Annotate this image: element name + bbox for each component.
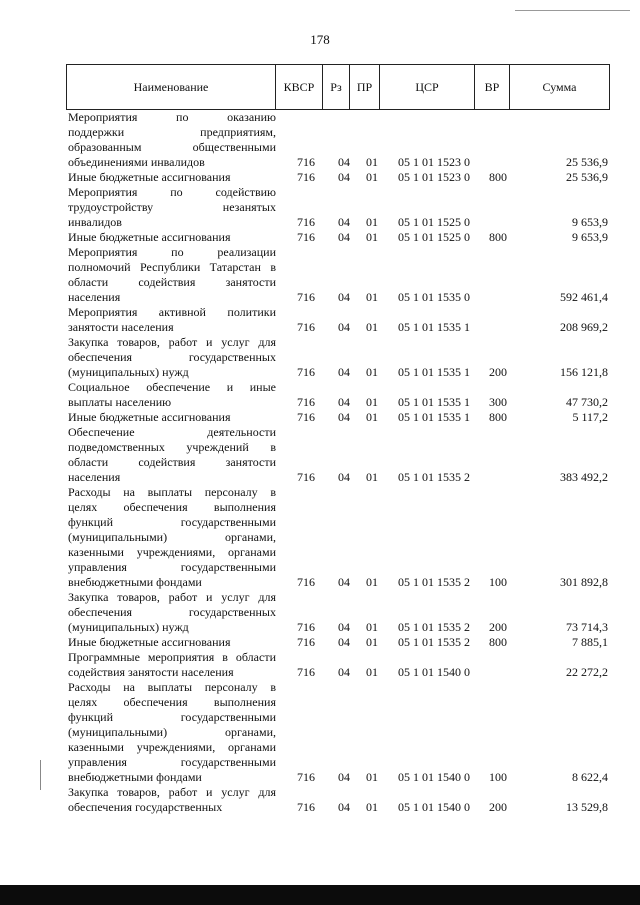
row-pr: 01 [366,365,378,379]
row-csr: 05 1 01 1535 2 [398,620,470,634]
row-name-line: казенными учреждениями, органами [68,545,276,559]
row-sum: 8 622,4 [572,770,608,784]
row-name-line: (муниципальными) органами, [68,725,276,739]
row-name-line: населения [68,470,121,484]
row-sum: 73 714,3 [566,620,608,634]
row-csr: 05 1 01 1535 1 [398,410,470,424]
row-csr: 05 1 01 1535 2 [398,470,470,484]
row-kvsr: 716 [297,665,315,679]
row-rz: 04 [338,230,350,244]
row-rz: 04 [338,395,350,409]
row-name-line: Мероприятия по реализации [68,245,276,259]
table-row [68,230,608,245]
table-row [68,485,608,590]
row-name [68,380,276,410]
row-sum: 208 969,2 [560,320,608,334]
row-name-line: функций государственными [68,710,276,724]
table-row [68,785,608,815]
row-kvsr: 716 [297,215,315,229]
row-pr: 01 [366,290,378,304]
row-pr: 01 [366,395,378,409]
row-csr: 05 1 01 1540 0 [398,770,470,784]
row-sum: 22 272,2 [566,665,608,679]
row-csr: 05 1 01 1523 0 [398,155,470,169]
row-rz: 04 [338,155,350,169]
row-name-line: Иные бюджетные ассигнования [68,635,231,649]
row-rz: 04 [338,665,350,679]
row-vr: 200 [489,620,507,634]
row-name [68,590,276,635]
row-kvsr: 716 [297,800,315,814]
row-sum: 7 885,1 [572,635,608,649]
row-vr: 100 [489,770,507,784]
table-row [68,425,608,485]
row-name-line: Мероприятия по оказанию [68,110,276,124]
row-rz: 04 [338,470,350,484]
row-pr: 01 [366,215,378,229]
row-csr: 05 1 01 1523 0 [398,170,470,184]
row-kvsr: 716 [297,410,315,424]
row-name-line: области содействия занятости [68,275,276,289]
row-kvsr: 716 [297,320,315,334]
scan-edge-bar [0,885,640,905]
row-name-line: Расходы на выплаты персоналу в [68,680,276,694]
row-name-line: казенными учреждениями, органами [68,740,276,754]
row-kvsr: 716 [297,155,315,169]
row-sum: 9 653,9 [572,215,608,229]
row-name-line: Закупка товаров, работ и услуг для [68,335,276,349]
row-sum: 156 121,8 [560,365,608,379]
row-rz: 04 [338,365,350,379]
row-name-line: Обеспечение деятельности [68,425,276,439]
row-rz: 04 [338,170,350,184]
table-row [68,380,608,410]
row-name-line: (муниципальных) нужд [68,620,189,634]
row-vr: 300 [489,395,507,409]
row-csr: 05 1 01 1535 2 [398,575,470,589]
row-name [68,335,276,380]
row-name-line: управления государственными [68,755,276,769]
row-pr: 01 [366,470,378,484]
row-kvsr: 716 [297,575,315,589]
row-name-line: Иные бюджетные ассигнования [68,410,231,424]
row-name-line: Закупка товаров, работ и услуг для [68,785,276,799]
row-kvsr: 716 [297,470,315,484]
row-vr: 800 [489,170,507,184]
row-name-line: (муниципальными) органами, [68,530,276,544]
row-rz: 04 [338,410,350,424]
row-name-line: обеспечения государственных [68,350,276,364]
row-sum: 25 536,9 [566,170,608,184]
row-name-line: Мероприятия активной политики [68,305,276,319]
row-csr: 05 1 01 1535 1 [398,395,470,409]
header-csr: ЦСР [380,65,475,109]
margin-mark [40,760,41,790]
row-csr: 05 1 01 1525 0 [398,215,470,229]
row-pr: 01 [366,770,378,784]
row-name [68,305,276,335]
row-pr: 01 [366,170,378,184]
row-sum: 9 653,9 [572,230,608,244]
row-name-line: занятости населения [68,320,174,334]
row-name-line: внебюджетными фондами [68,575,202,589]
row-vr: 800 [489,635,507,649]
row-name-line: выплаты населению [68,395,172,409]
row-name-line: Закупка товаров, работ и услуг для [68,590,276,604]
row-csr: 05 1 01 1540 0 [398,800,470,814]
row-vr: 200 [489,365,507,379]
row-pr: 01 [366,320,378,334]
row-name [68,485,276,590]
row-name-line: управления государственными [68,560,276,574]
table-row [68,410,608,425]
header-pr: ПР [350,65,380,109]
row-name-line: функций государственными [68,515,276,529]
table-row [68,635,608,650]
header-name: Наименование [67,65,276,109]
row-name-line: населения [68,290,121,304]
row-kvsr: 716 [297,365,315,379]
row-name-line: обеспечения государственных [68,605,276,619]
row-name-line: объединениями инвалидов [68,155,205,169]
row-rz: 04 [338,215,350,229]
row-name-line: целях обеспечения выполнения [68,500,276,514]
table-row [68,170,608,185]
row-pr: 01 [366,635,378,649]
row-name-line: Мероприятия по содействию [68,185,276,199]
row-name-line: поддержки предприятиям, [68,125,276,139]
table-row [68,185,608,230]
row-name [68,245,276,305]
row-name [68,110,276,170]
row-name [68,650,276,680]
row-kvsr: 716 [297,170,315,184]
table-row [68,680,608,785]
row-csr: 05 1 01 1525 0 [398,230,470,244]
row-sum: 5 117,2 [572,410,608,424]
row-name-line: целях обеспечения выполнения [68,695,276,709]
row-name-line: внебюджетными фондами [68,770,202,784]
row-kvsr: 716 [297,770,315,784]
row-sum: 47 730,2 [566,395,608,409]
row-csr: 05 1 01 1540 0 [398,665,470,679]
row-pr: 01 [366,800,378,814]
row-rz: 04 [338,320,350,334]
table-row [68,305,608,335]
row-pr: 01 [366,575,378,589]
row-kvsr: 716 [297,620,315,634]
row-kvsr: 716 [297,635,315,649]
row-name-line: трудоустройству незанятых [68,200,276,214]
row-sum: 383 492,2 [560,470,608,484]
row-name [68,425,276,485]
row-kvsr: 716 [297,395,315,409]
row-vr: 800 [489,230,507,244]
row-name-line: образованным общественными [68,140,276,154]
table-row [68,110,608,170]
row-pr: 01 [366,665,378,679]
row-name-line: Иные бюджетные ассигнования [68,170,231,184]
row-name-line: Программные мероприятия в области [68,650,276,664]
row-name-line: Иные бюджетные ассигнования [68,230,231,244]
row-name-line: полномочий Республики Татарстан в [68,260,276,274]
row-name-line: обеспечения государственных [68,800,223,814]
row-vr: 800 [489,410,507,424]
row-name [68,680,276,785]
header-sum: Сумма [542,79,577,94]
header-vr: ВР [475,65,510,109]
row-pr: 01 [366,410,378,424]
row-rz: 04 [338,575,350,589]
table-row [68,590,608,635]
table-body [68,110,608,815]
row-pr: 01 [366,230,378,244]
row-name-line: Расходы на выплаты персоналу в [68,485,276,499]
table-row [68,335,608,380]
row-name-line: Социальное обеспечение и иные [68,380,276,394]
table-row [68,245,608,305]
row-sum: 13 529,8 [566,800,608,814]
row-sum: 25 536,9 [566,155,608,169]
top-rule [515,10,630,11]
row-rz: 04 [338,770,350,784]
row-name [68,230,276,245]
row-rz: 04 [338,800,350,814]
row-name [68,635,276,650]
header-kvsr: КВСР [276,65,323,109]
row-name [68,785,276,815]
page-number: 178 [310,32,330,47]
row-name-line: инвалидов [68,215,122,229]
row-sum: 592 461,4 [560,290,608,304]
row-pr: 01 [366,155,378,169]
table-header [66,64,610,110]
row-pr: 01 [366,620,378,634]
row-csr: 05 1 01 1535 2 [398,635,470,649]
row-name-line: области содействия занятости [68,455,276,469]
row-name [68,185,276,230]
row-name-line: содействия занятости населения [68,665,234,679]
row-csr: 05 1 01 1535 1 [398,320,470,334]
table-row [68,650,608,680]
row-kvsr: 716 [297,290,315,304]
row-csr: 05 1 01 1535 0 [398,290,470,304]
row-name-line: (муниципальных) нужд [68,365,189,379]
row-name [68,170,276,185]
row-csr: 05 1 01 1535 1 [398,365,470,379]
row-name-line: подведомственных учреждений в [68,440,276,454]
row-name [68,410,276,425]
row-kvsr: 716 [297,230,315,244]
row-rz: 04 [338,290,350,304]
row-rz: 04 [338,620,350,634]
header-rz: Рз [323,65,350,109]
row-vr: 100 [489,575,507,589]
row-sum: 301 892,8 [560,575,608,589]
row-vr: 200 [489,800,507,814]
row-rz: 04 [338,635,350,649]
